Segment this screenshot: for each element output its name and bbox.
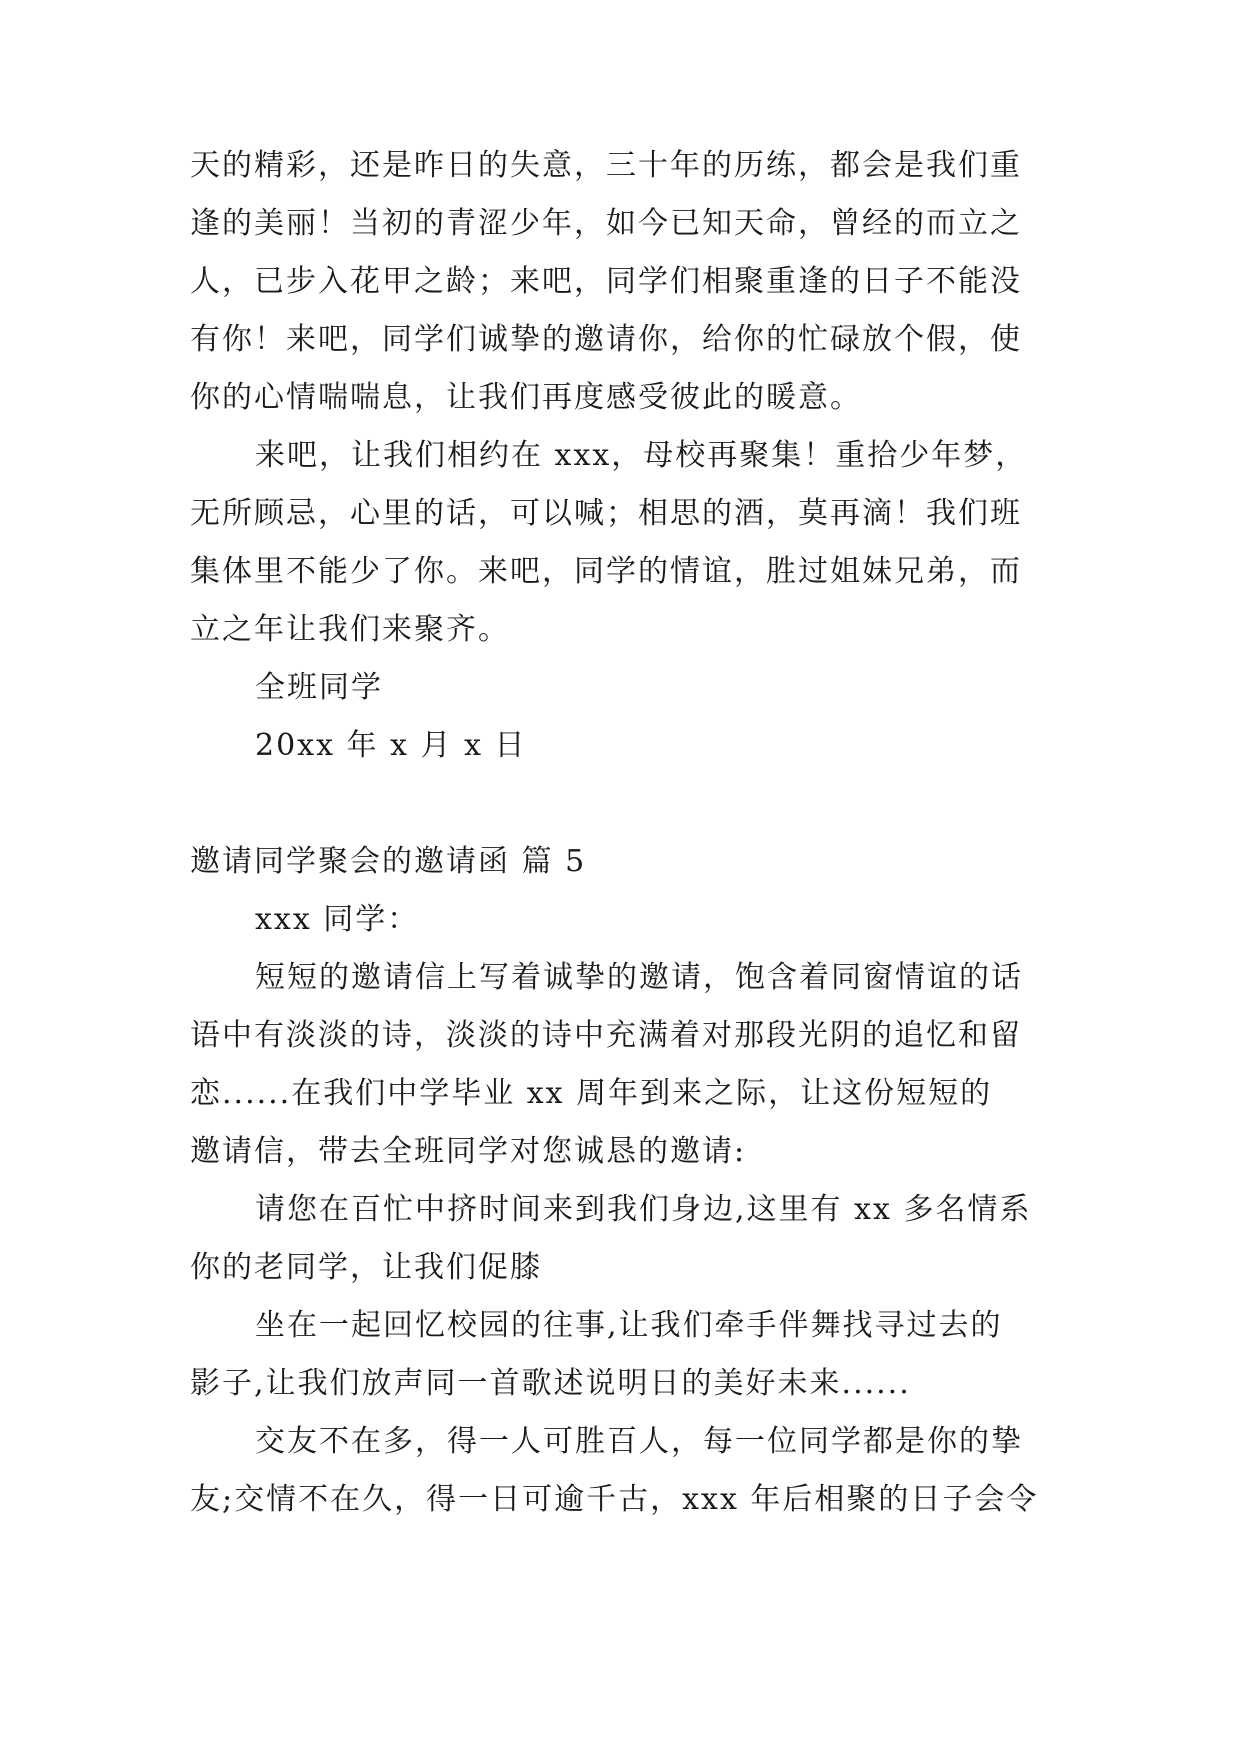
paragraph-line: 无所顾忌，心里的话，可以喊；相思的酒，莫再滴！我们班	[190, 496, 1022, 531]
paragraph-line: 邀请信，带去全班同学对您诚恳的邀请:	[190, 1134, 747, 1169]
section-heading: 邀请同学聚会的邀请函 篇 5	[190, 844, 587, 879]
paragraph-line: 交友不在多，得一人可胜百人，每一位同学都是你的挚	[255, 1424, 1023, 1459]
signature-line: 全班同学	[255, 670, 383, 705]
paragraph-line: 人，已步入花甲之龄；来吧，同学们相聚重逢的日子不能没	[190, 264, 1022, 299]
paragraph-line: 友;交情不在久，得一日可逾千古，xxx 年后相聚的日子会令	[190, 1482, 1039, 1517]
paragraph-line: 集体里不能少了你。来吧，同学的情谊，胜过姐妹兄弟，而	[190, 554, 1022, 589]
paragraph-line: 天的精彩，还是昨日的失意，三十年的历练，都会是我们重	[190, 148, 1022, 183]
paragraph-line: 逢的美丽！当初的青涩少年，如今已知天命，曾经的而立之	[190, 206, 1022, 241]
paragraph-line: 你的老同学，让我们促膝	[190, 1250, 542, 1285]
paragraph-line: 立之年让我们来聚齐。	[190, 612, 510, 647]
paragraph-line: 短短的邀请信上写着诚挚的邀请，饱含着同窗情谊的话	[255, 960, 1023, 995]
paragraph-line: 语中有淡淡的诗，淡淡的诗中充满着对那段光阴的追忆和留	[190, 1018, 1022, 1053]
paragraph-line: 有你！来吧，同学们诚挚的邀请你，给你的忙碌放个假，使	[190, 322, 1022, 357]
paragraph-line: 坐在一起回忆校园的往事,让我们牵手伴舞找寻过去的	[255, 1308, 1003, 1343]
paragraph-line: 来吧，让我们相约在 xxx，母校再聚集！重拾少年梦，	[255, 438, 1028, 473]
paragraph-line: 影子,让我们放声同一首歌述说明日的美好未来......	[190, 1366, 911, 1401]
paragraph-line: 请您在百忙中挤时间来到我们身边,这里有 xx 多名情系	[255, 1192, 1032, 1227]
paragraph-line: 你的心情喘喘息，让我们再度感受彼此的暖意。	[190, 380, 862, 415]
paragraph-line: 恋......在我们中学毕业 xx 周年到来之际，让这份短短的	[190, 1076, 993, 1111]
salutation-line: xxx 同学：	[255, 902, 420, 937]
date-line: 20xx 年 x 月 x 日	[255, 728, 527, 763]
